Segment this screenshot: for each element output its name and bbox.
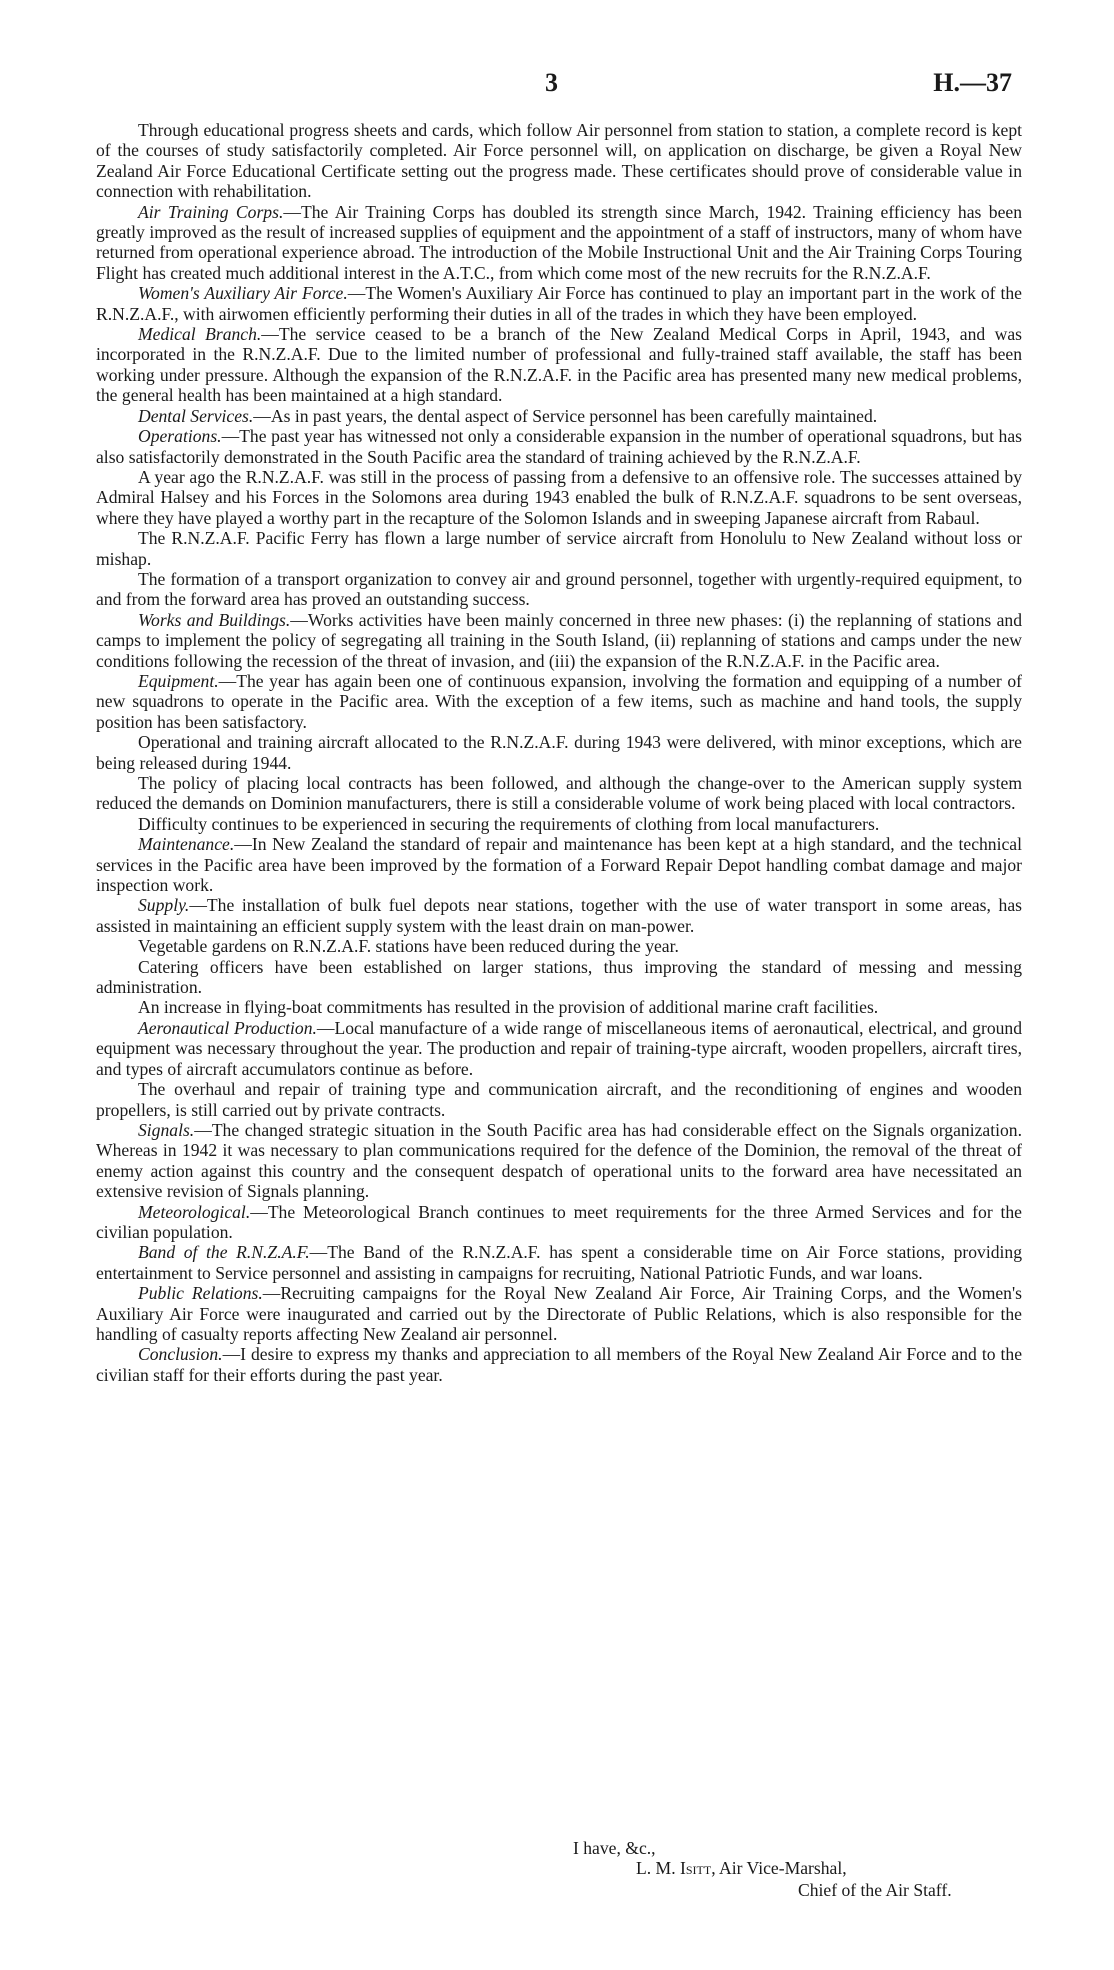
paragraph [96,1344,1022,1385]
page-number: 3 [545,68,558,97]
section-heading: Operations. [138,426,222,447]
paragraph-text: Operational and training aircraft allocated to the R.N.Z.A.F. during 1943 were delivered, with minor exceptions, which are being released during 1944. [96,732,1022,773]
paragraph-text: —As in past years, the dental aspect of Service personnel has been carefully maintained. [253,405,878,426]
paragraph-text: —Local manufacture of a wide range of miscellaneous items of aeronautical, electrical, and ground equipment was necessary throughout the year. The production and repair of training-type aircraft, wooden propellers, aircraft tires, and types of aircraft accumulators continue as before. [96,1017,1023,1079]
paragraph-text: —The changed strategic situation in the South Pacific area has had considerable effect on the Signals organization. Whereas in 1942 it was necessary to plan communications required for the defence of the Dominion, the removal of the threat of enemy action against this country and the consequent despatch of operational units to the forward area have necessitated an extensive revision of Signals planning. [96,1119,1022,1202]
paragraph-text: —In New Zealand the standard of repair and maintenance has been kept at a high standard, and the technical services in the Pacific area have been improved by the formation of a Forward Repair Depot handling combat damage and major inspection work. [96,834,1022,896]
paragraph-text: —The year has again been one of continuous expansion, involving the formation and equipping of a number of new squadrons to operate in the Pacific area. With the exception of a few items, such as machine and hand tools, the supply position has been satisfactory. [96,670,1022,732]
paragraph [96,834,1022,895]
paragraph [96,610,1022,671]
signatory-title: Chief of the Air Staff. [798,1880,952,1900]
section-heading: Maintenance. [138,834,235,855]
section-heading: Conclusion. [138,1344,223,1365]
paragraph-text: The overhaul and repair of training type and communication aircraft, and the reconditioning of engines and wooden propellers, is still carried out by private contracts. [96,1079,1022,1120]
paragraph-text: —Recruiting campaigns for the Royal New Zealand Air Force, Air Training Corps, and the Women's Auxiliary Air Force were inaugurated and carried out by the Directorate of Public Relations, which is also responsible for the handling of casualty reports affecting New Zealand air personnel. [96,1283,1022,1344]
paragraph-text: —I desire to express my thanks and appreciation to all members of the Royal New Zealand Air Force and to the civilian staff for their efforts during the past year. [96,1344,1022,1385]
paragraph [96,814,1022,834]
section-heading: Works and Buildings. [138,609,291,630]
section-heading: Air Training Corps. [138,201,284,222]
paragraph [96,1242,1022,1283]
section-heading: Supply. [138,895,190,916]
paragraph-text: —The service ceased to be a branch of the New Zealand Medical Corps in April, 1943, and was incorporated in the R.N.Z.A.F. Due to the limited number of professional and fully-trained staff available, the staff has been working under pressure. Although the expansion of the R.N.Z.A.F. in the Pacific area has presented many new medical problems, the general health has been maintained at a high standard. [96,324,1023,406]
signatory-initials: L. M. [636,1858,676,1878]
paragraph-text: —The Women's Auxiliary Air Force has continued to play an important part in the work of the R.N.Z.A.F., with airwomen efficiently performing their duties in all of the trades in which they have been employed. [96,283,1022,324]
paragraph [96,528,1022,569]
paragraph [96,406,1022,426]
paragraph-text: —The Band of the R.N.Z.A.F. has spent a considerable time on Air Force stations, providing entertainment to Service personnel and assisting in campaigns for recruiting, National Patriotic Funds, and war loans. [96,1242,1022,1283]
paragraph [96,732,1022,773]
paragraph [96,957,1022,998]
paragraph [96,569,1022,610]
signatory-name [636,1858,847,1878]
section-heading: Medical Branch. [138,324,262,345]
paragraph-text: —The Meteorological Branch continues to meet requirements for the three Armed Services and for the civilian population. [96,1201,1022,1242]
paragraph [96,120,1022,202]
paragraph [96,1202,1022,1243]
paragraph-text: Catering officers have been established on larger stations, thus improving the standard of messing and messing administration. [96,956,1022,998]
paragraph [96,324,1022,406]
section-heading: Public Relations. [138,1283,263,1304]
paragraph-text: —The installation of bulk fuel depots near stations, together with the use of water transport in some areas, has assisted in maintaining an efficient supply system with the least drain on man-power. [96,895,1022,936]
paragraph-text: —The past year has witnessed not only a considerable expansion in the number of operational squadrons, but has also satisfactorily demonstrated in the South Pacific area the standard of training achieved by the R.N.Z.A.F. [96,426,1022,467]
section-heading: Aeronautical Production. [138,1017,317,1038]
paragraph [96,1120,1022,1202]
paragraph [96,1283,1022,1344]
paragraph [96,671,1022,732]
paragraph-text: Difficulty continues to be experienced in securing the requirements of clothing from local manufacturers. [138,813,880,834]
paragraph [96,1079,1022,1120]
paragraph-text: —The Air Training Corps has doubled its strength since March, 1942. Training efficiency has been greatly improved as the result of increased supplies of equipment and the appointment of a staff of instructors, many of whom have returned from operational experience abroad. The introduction of the Mobile Instructional Unit and the Air Training Corps Touring Flight has created much additional interest in the A.T.C., from which come most of the new recruits for the R.N.Z.A.F. [96,201,1022,283]
paragraph [96,1018,1022,1079]
section-heading: Signals. [138,1119,195,1140]
paragraph-text: A year ago the R.N.Z.A.F. was still in the process of passing from a defensive to an offensive role. The successes attained by Admiral Halsey and his Forces in the Solomons area during 1943 enabled the bulk of R.N.Z.A.F. squadrons to be sent overseas, where they have played a worthy part in the recapture of the Solomon Islands and in sweeping Japanese aircraft from Rabaul. [96,466,1022,528]
report-body [96,120,1022,1385]
paragraph [96,895,1022,936]
paragraph-text: Vegetable gardens on R.N.Z.A.F. stations have been reduced during the year. [138,936,679,957]
paragraph-text: Through educational progress sheets and cards, which follow Air personnel from station to station, a complete record is kept of the courses of study satisfactorily completed. Air Force personnel will, on application on discharge, be given a Royal New Zealand Air Force Educational Certificate setting out the progress made. These certificates should prove of considerable value in connection with rehabilitation. [96,120,1022,202]
paragraph [96,997,1022,1017]
signatory-rank: , Air Vice-Marshal, [711,1858,847,1878]
paragraph [96,202,1022,284]
paragraph-text: —Works activities have been mainly concerned in three new phases: (i) the replanning of stations and camps to implement the policy of segregating all training in the South Island, (ii) replanning of stations and camps under the new conditions following the recession of the threat of invasion, and (iii) the expansion of the R.N.Z.A.F. in the Pacific area. [96,609,1022,671]
paragraph-text: The R.N.Z.A.F. Pacific Ferry has flown a large number of service aircraft from Honolulu to New Zealand without loss or mishap. [96,528,1022,569]
paragraph [96,773,1022,814]
paragraph [96,283,1022,324]
section-heading: Dental Services. [138,405,254,426]
document-reference: H.—37 [933,68,1012,97]
paragraph [96,426,1022,467]
section-heading: Women's Auxiliary Air Force. [138,283,348,304]
paragraph-text: The formation of a transport organization to convey air and ground personnel, together with urgently-required equipment, to and from the forward area has proved an outstanding success. [96,568,1022,610]
signatory-surname: Isitt [680,1858,712,1878]
paragraph [96,936,1022,956]
section-heading: Band of the R.N.Z.A.F. [138,1242,310,1263]
paragraph-text: The policy of placing local contracts has been followed, and although the change-over to the American supply system reduced the demands on Dominion manufacturers, there is still a considerable volume of work being placed with local contractors. [96,773,1022,814]
closing-line: I have, &c., [573,1838,656,1858]
section-heading: Equipment. [138,670,219,691]
section-heading: Meteorological. [138,1201,251,1222]
page-header [0,68,1114,108]
paragraph [96,467,1022,528]
paragraph-text: An increase in flying-boat commitments has resulted in the provision of additional marine craft facilities. [138,997,879,1018]
